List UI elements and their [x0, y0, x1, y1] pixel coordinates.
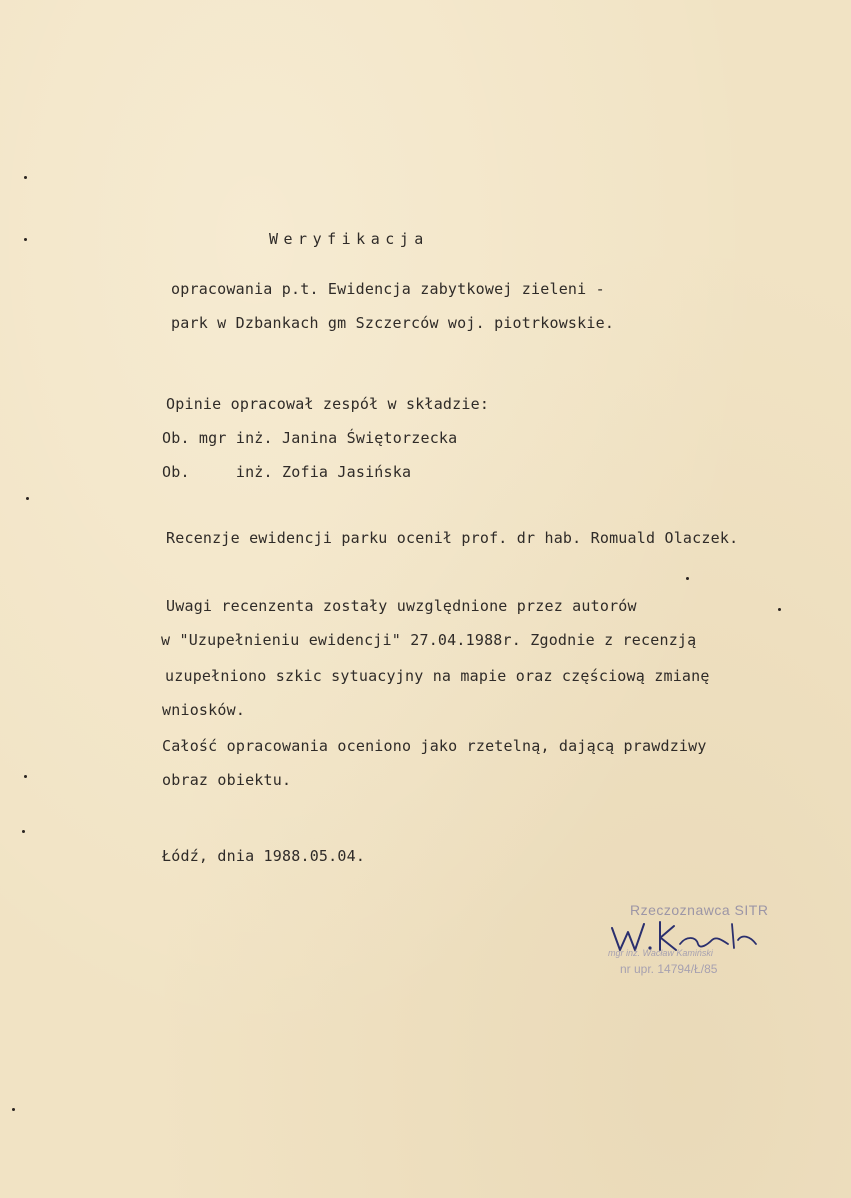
scan-speck: [12, 1108, 15, 1111]
notes-line-2: w "Uzupełnieniu ewidencji" 27.04.1988r. Zgodnie z recenzją: [161, 631, 697, 649]
certification-stamp: [590, 898, 790, 988]
notes-line-1: Uwagi recenzenta zostały uwzględnione przez autorów: [166, 597, 637, 615]
conclusion-line-1: Całość opracowania oceniono jako rzetelną, dającą prawdziwy: [162, 737, 707, 755]
place-and-date: Łódź, dnia 1988.05.04.: [162, 847, 366, 865]
scan-speck: [22, 830, 25, 833]
scan-speck: [24, 775, 27, 778]
team-intro: Opinie opracował zespół w składzie:: [166, 395, 490, 413]
stamp-title: Rzeczoznawca SITR: [630, 902, 769, 918]
scan-speck: [24, 238, 27, 241]
stamp-license-number: nr upr. 14794/Ł/85: [620, 962, 718, 976]
team-member-1: Ob. mgr inż. Janina Świętorzecka: [162, 429, 458, 447]
subject-line-2: park w Dzbankach gm Szczerców woj. piotrkowskie.: [171, 314, 615, 332]
conclusion-line-2: obraz obiektu.: [162, 771, 292, 789]
stamp-name: mgr inż. Wacław Kamiński: [608, 948, 713, 958]
review-statement: Recenzje ewidencji parku ocenił prof. dr hab. Romuald Olaczek.: [166, 529, 739, 547]
notes-line-4: wniosków.: [162, 701, 246, 719]
scan-speck: [24, 176, 27, 179]
document-title: Weryfikacja: [269, 230, 429, 248]
subject-line-1: opracowania p.t. Ewidencja zabytkowej zieleni -: [171, 280, 605, 298]
notes-line-3: uzupełniono szkic sytuacyjny na mapie oraz częściową zmianę: [165, 667, 710, 685]
scan-speck: [26, 497, 29, 500]
scan-speck: [686, 577, 689, 580]
team-member-2: Ob. inż. Zofia Jasińska: [162, 463, 412, 481]
scan-speck: [778, 608, 781, 611]
